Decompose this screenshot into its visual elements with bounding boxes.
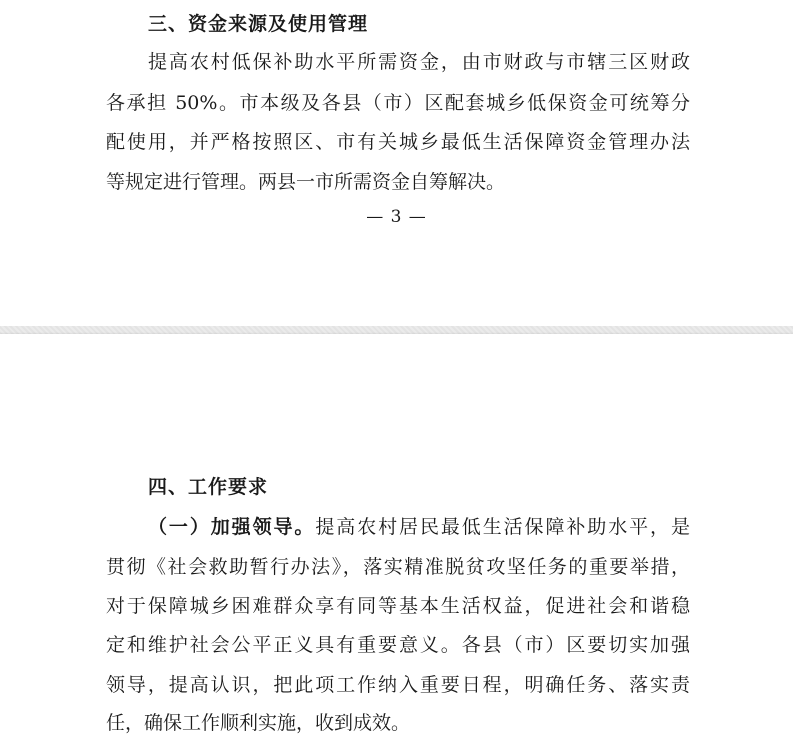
document-page-top <box>0 0 793 326</box>
paragraph-line: 提高农村低保补助水平所需资金，由市财政与市辖三区财政 <box>148 51 690 73</box>
paragraph-line: 对于保障城乡困难群众享有同等基本生活权益，促进社会和谐稳 <box>106 595 690 617</box>
page-separator <box>0 326 793 334</box>
paragraph-line: 等规定进行管理。两县一市所需资金自筹解决。 <box>106 171 506 193</box>
document-page-bottom <box>0 334 793 754</box>
section-heading-funding: 三、资金来源及使用管理 <box>148 13 369 35</box>
paragraph-line: 定和维护社会公平正义具有重要意义。各县（市）区要切实加强 <box>106 634 690 656</box>
paragraph-line: 各承担 50%。市本级及各县（市）区配套城乡低保资金可统筹分 <box>106 92 690 114</box>
subsection-lead: （一）加强领导。 <box>148 516 316 538</box>
page-number: — 3 — <box>366 207 427 227</box>
paragraph-line: 配使用，并严格按照区、市有关城乡最低生活保障资金管理办法 <box>106 131 690 153</box>
paragraph-text: 提高农村居民最低生活保障补助水平，是 <box>315 516 690 538</box>
paragraph-line: 任，确保工作顺利实施，收到成效。 <box>106 712 411 734</box>
section-heading-requirements: 四、工作要求 <box>148 476 269 498</box>
paragraph-line-first <box>148 512 690 539</box>
paragraph-line: 领导，提高认识，把此项工作纳入重要日程，明确任务、落实责 <box>106 674 690 696</box>
paragraph-line: 贯彻《社会救助暂行办法》，落实精准脱贫攻坚任务的重要举措， <box>106 556 690 578</box>
